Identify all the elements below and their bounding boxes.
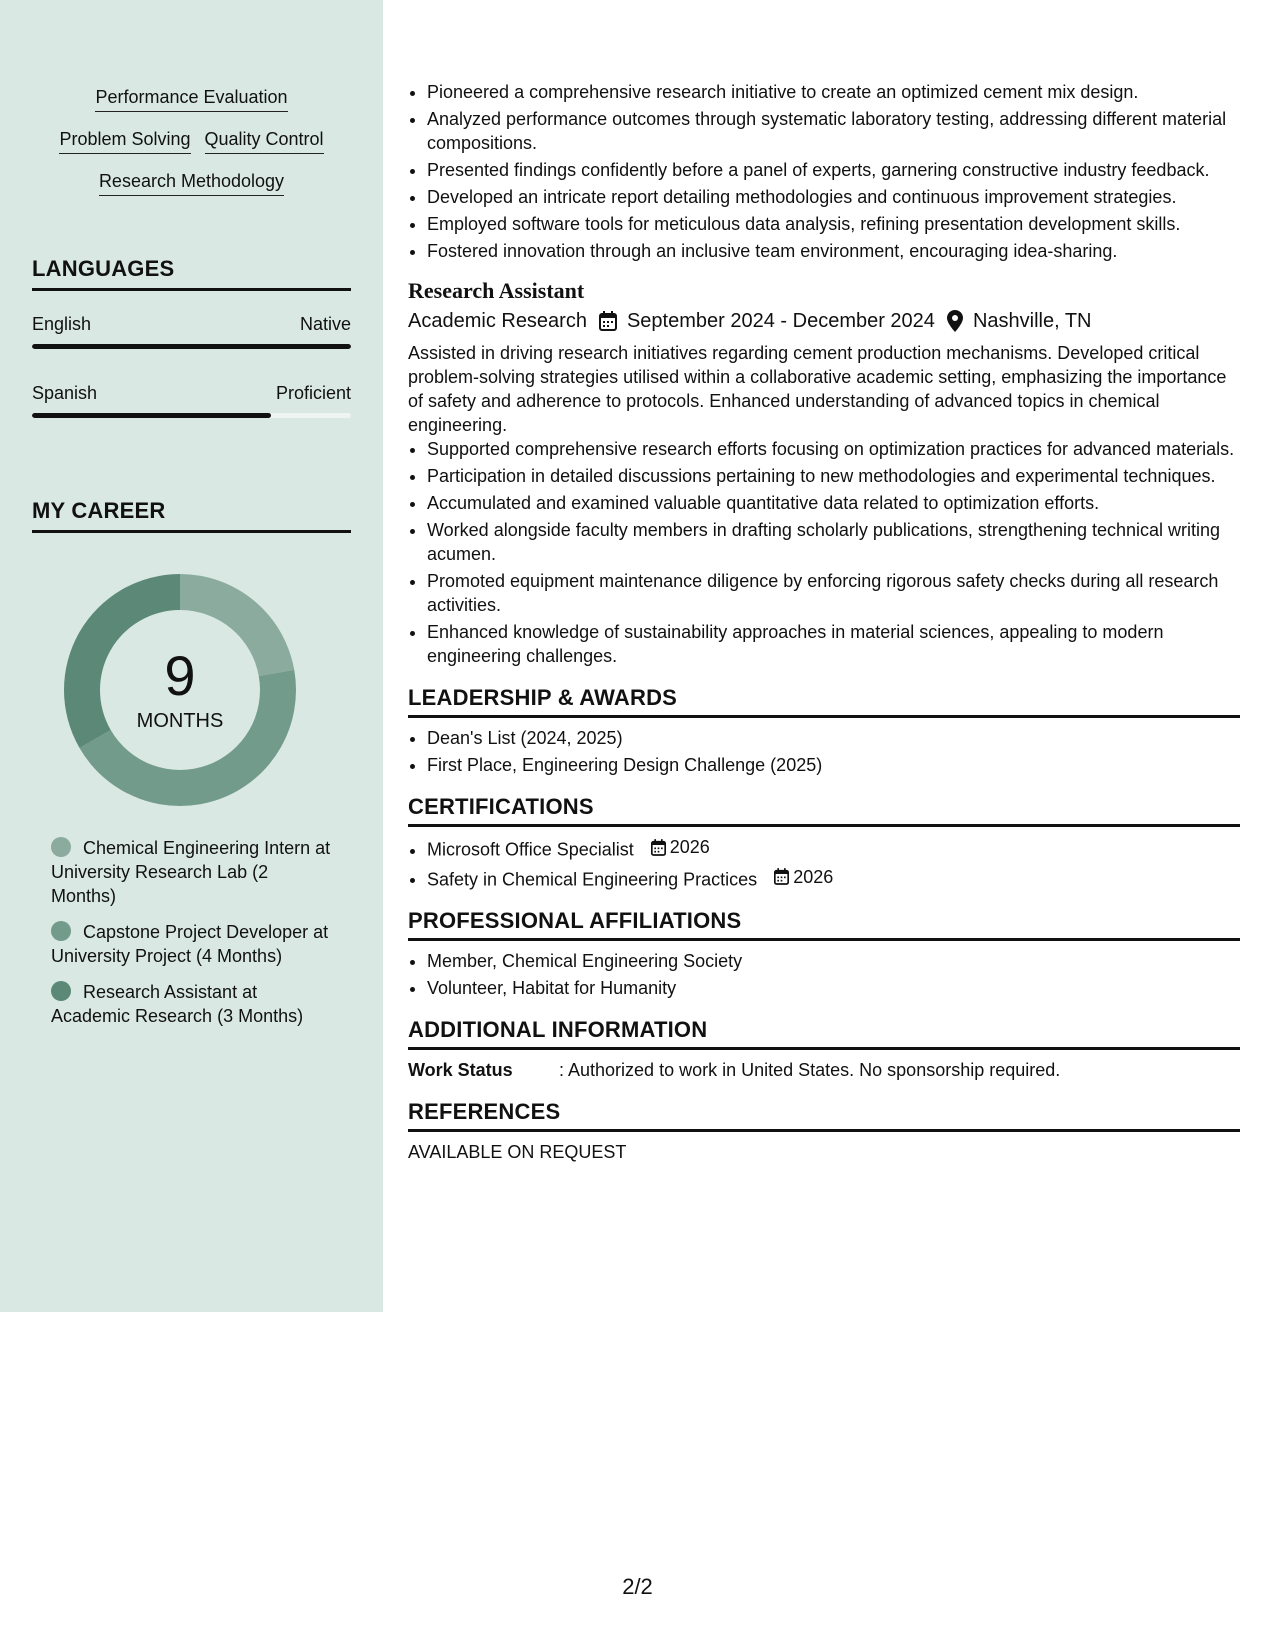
work-status-value: : Authorized to work in United States. No sponsorship required. [559,1060,1061,1080]
legend-dot-icon [51,837,71,857]
bullet-item: • Employed software tools for meticulous data analysis, refining presentation development skills. [427,212,1240,236]
sidebar [0,0,383,1312]
career-legend-item [51,836,331,908]
work-status-label: Work Status [408,1060,513,1080]
leadership-list [408,726,1240,777]
bullet-item: • Promoted equipment maintenance diligence by enforcing rigorous safety checks during all research activities. [427,569,1240,617]
language-name: English [32,314,92,334]
skill-tag: Research Methodology [99,170,284,196]
bullet-item: • Enhanced knowledge of sustainability approaches in material sciences, appealing to modern engineering challenges. [427,620,1240,668]
additional-info-heading: ADDITIONAL INFORMATION [408,1018,1240,1050]
skills-list [32,86,351,212]
certification-item [427,835,1240,862]
career-legend-item [51,920,331,968]
bullet-item: • Developed an intricate report detailing methodologies and continuous improvement strategies. [427,185,1240,209]
skill-row [32,128,351,154]
language-level: Proficient [275,383,351,403]
job-dates: September 2024 - December 2024 [626,310,935,332]
bullet-item: • Participation in detailed discussions pertaining to new methodologies and experimental techniques. [427,464,1240,488]
location-pin-icon [947,310,963,332]
award-item: • Dean's List (2024, 2025) [427,726,1240,750]
language-bar [32,344,351,349]
career-donut-chart [64,574,296,806]
award-item: • First Place, Engineering Design Challenge (2025) [427,753,1240,777]
job-location: Nashville, TN [972,310,1092,332]
affiliations-heading: PROFESSIONAL AFFILIATIONS [408,909,1240,941]
certification-name: Safety in Chemical Engineering Practices [427,869,758,889]
language-bar-fill [32,413,271,418]
bullet-item: • Analyzed performance outcomes through systematic laboratory testing, addressing different material compositions. [427,107,1240,155]
certification-item [427,865,1240,892]
career-legend-item [51,980,331,1028]
skill-row [32,170,351,196]
bullet-item: • Pioneered a comprehensive research initiative to create an optimized cement mix design. [427,80,1240,104]
career-total-months: 9 [164,644,196,707]
career-legend [51,836,331,1040]
calendar-icon [651,839,666,856]
languages-heading: LANGUAGES [32,256,351,291]
language-level: Native [299,314,351,334]
bullet-item: • Worked alongside faculty members in drafting scholarly publications, strengthening technical writing acumen. [427,518,1240,566]
affiliation-item: • Volunteer, Habitat for Humanity [427,976,1240,1000]
language-bar-fill [32,344,351,349]
job-company: Academic Research [408,310,587,332]
career-heading: MY CAREER [32,498,351,533]
calendar-icon [599,311,617,331]
language-name: Spanish [32,383,98,403]
career-legend-text: Chemical Engineering Intern at University Research Lab (2 Months) [51,838,331,906]
calendar-icon [774,868,789,885]
career-legend-text: Research Assistant at Academic Research (3 Months) [51,982,304,1026]
affiliations-list [408,949,1240,1000]
language-bar [32,413,351,418]
leadership-heading: LEADERSHIP & AWARDS [408,686,1240,718]
bullet-item: • Fostered innovation through an inclusive team environment, encouraging idea-sharing. [427,239,1240,263]
job-title: Research Assistant [408,278,585,303]
skill-tag: Performance Evaluation [95,86,287,112]
certification-date: 2026 [669,837,710,857]
skill-tag: Quality Control [205,128,324,154]
affiliation-item: • Member, Chemical Engineering Society [427,949,1240,973]
skill-row [32,86,351,112]
page-number: 2/2 [622,1574,653,1599]
certifications-list [408,835,1240,891]
certifications-heading: CERTIFICATIONS [408,795,1240,827]
career-total-unit: MONTHS [136,710,224,732]
legend-dot-icon [51,981,71,1001]
previous-job-bullets [408,80,1240,263]
career-legend-text: Capstone Project Developer at University Project (4 Months) [51,922,329,966]
references-text: AVAILABLE ON REQUEST [408,1142,627,1162]
certification-name: Microsoft Office Specialist [427,839,634,860]
main-content [408,80,1240,1164]
bullet-item: • Supported comprehensive research efforts focusing on optimization practices for advanced materials. [427,437,1240,461]
job-description: Assisted in driving research initiatives regarding cement production mechanisms. Developed critical problem-solving strategies utilised within a collaborative academic setting, emphasizing the importance of safety and adherence to protocols. Enhanced understanding of advanced topics in chemical engineering. [408,343,1227,435]
bullet-item: • Presented findings confidently before a panel of experts, garnering constructive industry feedback. [427,158,1240,182]
certification-date: 2026 [793,866,834,887]
references-heading: REFERENCES [408,1100,1240,1132]
job-meta [408,309,1240,333]
job-bullets [408,437,1240,668]
legend-dot-icon [51,921,71,941]
bullet-item: • Accumulated and examined valuable quantitative data related to optimization efforts. [427,491,1240,515]
skill-tag: Problem Solving [59,128,190,154]
work-status-row [408,1058,1240,1082]
